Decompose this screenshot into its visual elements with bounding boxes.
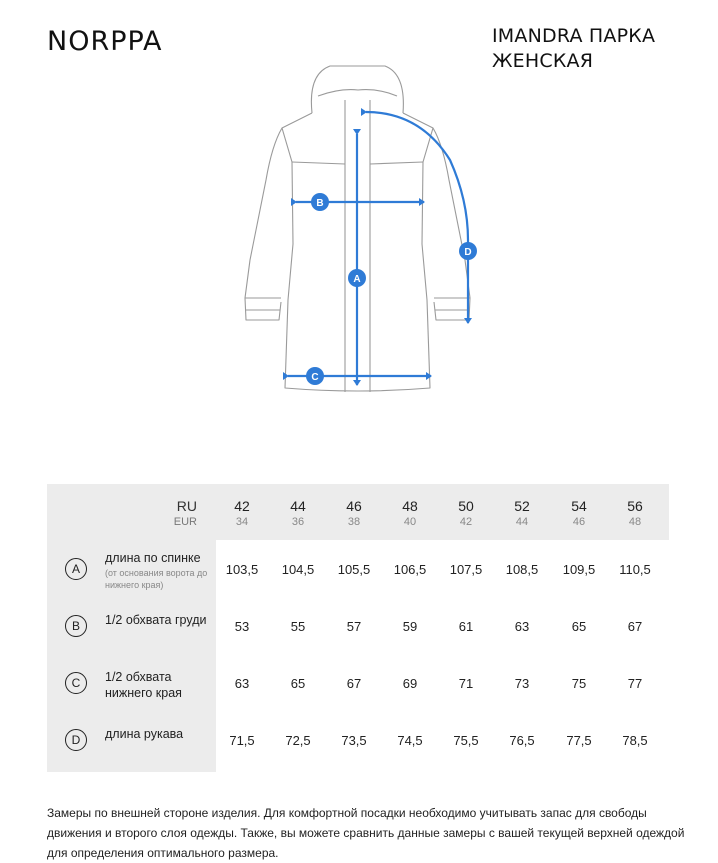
marker-d	[459, 242, 477, 260]
table-cell: 108,5	[505, 562, 539, 577]
table-cell: 78,5	[622, 733, 648, 748]
table-cell: 67	[346, 676, 362, 691]
table-cell: 105,5	[337, 562, 371, 577]
measurement-title: длина рукава	[105, 727, 184, 741]
measurement-title: 1/2 обхвата нижнего края	[105, 670, 182, 700]
table-cell: 59	[402, 619, 418, 634]
measurement-title: длина по спинке	[105, 551, 201, 565]
table-cell: 63	[514, 619, 530, 634]
table-cell: 61	[458, 619, 474, 634]
measurement-badge: C	[65, 672, 87, 694]
table-cell: 57	[346, 619, 362, 634]
svg-text:A: A	[353, 274, 361, 285]
table-cell: 63	[234, 676, 250, 691]
table-cell: 65	[290, 676, 306, 691]
product-title-line2: ЖЕНСКАЯ	[492, 50, 594, 72]
table-cell: 110,5	[619, 562, 651, 577]
ru-size-header: 44	[290, 498, 306, 514]
table-cell: 73	[514, 676, 530, 691]
table-cell: 75	[571, 676, 587, 691]
table-cell: 107,5	[449, 562, 483, 577]
table-cell: 71,5	[229, 733, 255, 748]
ru-size-header: 46	[346, 498, 362, 514]
ru-size-header: 52	[514, 498, 530, 514]
measurement-badge: B	[65, 615, 87, 637]
eur-size-header: 38	[347, 516, 361, 528]
measurement-title: 1/2 обхвата груди	[105, 613, 207, 627]
table-cell: 104,5	[281, 562, 315, 577]
size-table	[47, 484, 669, 772]
svg-text:B: B	[316, 198, 324, 209]
measurement-footnote: Замеры по внешней стороне изделия. Для комфортной посадки необходимо учитывать запас для свободы движения и второго слоя одежды. Также, вы можете сравнить данные замеры с вашей текущей верхней одеждой для определения оптимального размера.	[47, 806, 685, 860]
measurement-lines	[288, 112, 468, 385]
brand-logo: NORPPA	[47, 26, 163, 57]
svg-text:C: C	[311, 372, 319, 383]
table-cell: 76,5	[509, 733, 535, 748]
table-cell: 73,5	[341, 733, 367, 748]
ru-size-header: 48	[402, 498, 418, 514]
table-cell: 109,5	[562, 562, 596, 577]
eur-size-header: 34	[235, 516, 249, 528]
measurement-badge: D	[65, 729, 87, 751]
marker-c	[306, 367, 324, 385]
table-cell: 69	[402, 676, 418, 691]
eur-size-header: 36	[291, 516, 305, 528]
ru-size-header: 56	[627, 498, 643, 514]
ru-size-label: RU	[176, 498, 197, 514]
table-cell: 67	[627, 619, 643, 634]
table-cell: 75,5	[453, 733, 479, 748]
table-cell: 77	[627, 676, 643, 691]
marker-b	[311, 193, 329, 211]
product-title-line1: IMANDRA ПАРКА	[492, 25, 656, 47]
table-cell: 53	[234, 619, 250, 634]
measurement-badge: A	[65, 558, 87, 580]
svg-text:D: D	[464, 247, 472, 258]
table-cell: 103,5	[225, 562, 259, 577]
ru-size-header: 42	[234, 498, 250, 514]
eur-size-header: 44	[515, 516, 529, 528]
table-cell: 106,5	[393, 562, 427, 577]
table-cell: 65	[571, 619, 587, 634]
measurement-note: (от основания ворота до нижнего края)	[105, 568, 208, 590]
table-cell: 77,5	[566, 733, 592, 748]
eur-size-header: 40	[403, 516, 417, 528]
ru-size-header: 50	[458, 498, 474, 514]
table-cell: 71	[458, 676, 474, 691]
table-cell: 55	[290, 619, 306, 634]
eur-size-header: 46	[572, 516, 586, 528]
eur-size-header: 42	[459, 516, 473, 528]
marker-a	[348, 269, 366, 287]
ru-size-header: 54	[571, 498, 587, 514]
table-cell: 72,5	[285, 733, 311, 748]
eur-size-header: 48	[628, 516, 642, 528]
table-cell: 74,5	[397, 733, 423, 748]
eur-size-label: EUR	[173, 516, 197, 528]
